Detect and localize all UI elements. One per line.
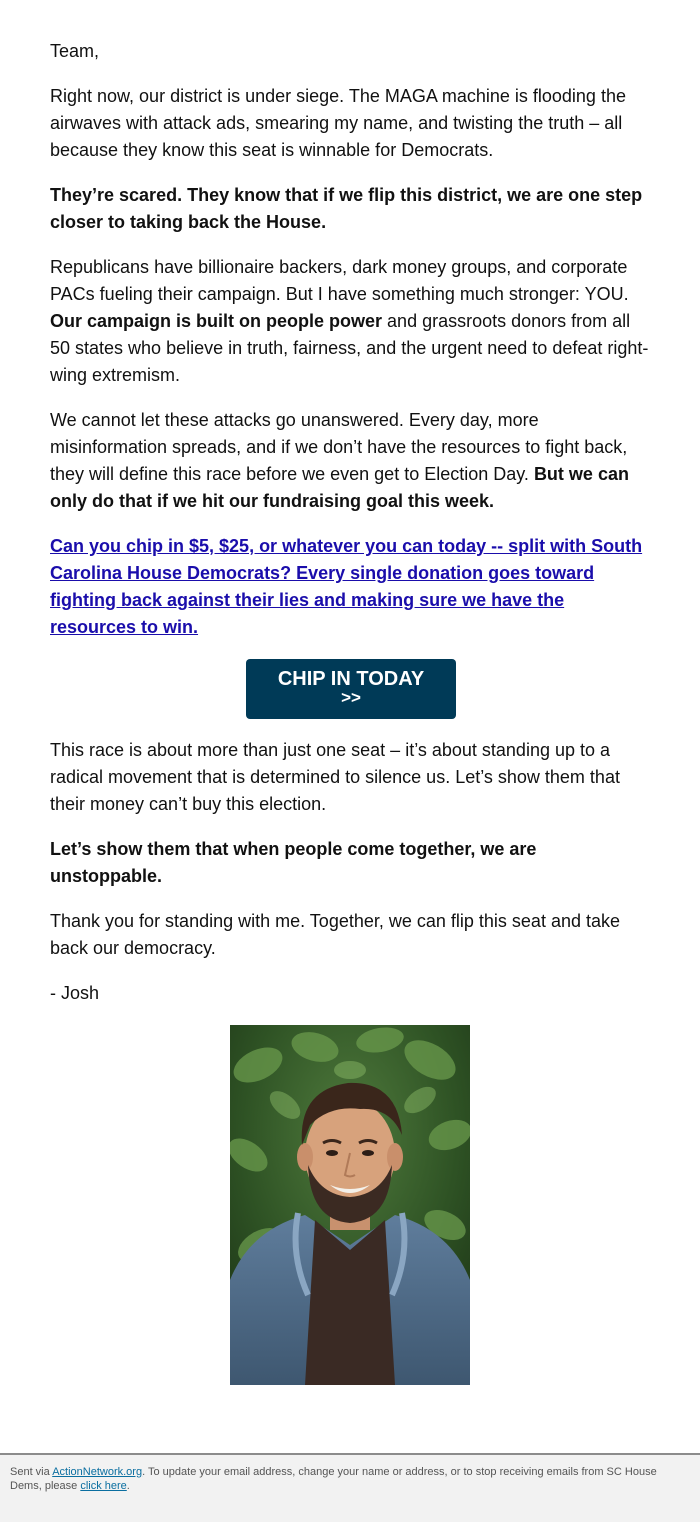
paragraph-unstoppable: Let’s show them that when people come together, we are unstoppable. bbox=[50, 839, 537, 886]
cta-label: CHIP IN TODAY bbox=[277, 668, 425, 690]
actionnetwork-link[interactable]: ActionNetwork.org bbox=[52, 1466, 143, 1478]
paragraph-race: This race is about more than just one seat – it’s about standing up to a radical movement that is determined to silence us. Let’s show them that their money can’t buy this election. bbox=[50, 740, 620, 814]
people-power-text-b: and grassroots donors from all 50 states who believe in truth, fairness, and the urgent need to defeat right-wing extremism. bbox=[50, 311, 649, 385]
paragraph-people-power bbox=[50, 254, 652, 389]
chip-in-today-button[interactable] bbox=[246, 659, 456, 719]
footer-update-text: . To update your email address, change your name or address, or to stop receiving emails from SC House Dems, please bbox=[10, 1466, 657, 1492]
attacks-bold: But we can only do that if we hit our fundraising goal this week. bbox=[50, 464, 629, 511]
candidate-photo bbox=[230, 1025, 470, 1385]
unsubscribe-click-here-link[interactable]: click here bbox=[80, 1480, 127, 1492]
greeting: Team, bbox=[50, 41, 100, 61]
footer-period: . bbox=[126, 1480, 130, 1492]
email-footer bbox=[0, 1453, 700, 1522]
paragraph-attacks bbox=[50, 407, 652, 515]
cta-container bbox=[50, 659, 652, 719]
footer-sent-via: Sent via bbox=[10, 1466, 53, 1478]
signoff: - Josh bbox=[50, 983, 100, 1003]
paragraph-ask bbox=[50, 533, 652, 641]
email-body bbox=[50, 38, 652, 1025]
people-power-bold: Our campaign is built on people power bbox=[50, 311, 383, 331]
donate-ask-link[interactable]: Can you chip in $5, $25, or whatever you can today -- split with South Carolina House Democrats? Every single donation goes toward fighting back against their lies and making sure we have the resources to win. bbox=[50, 536, 643, 637]
attacks-text: We cannot let these attacks go unanswered. Every day, more misinformation spreads, and if we don’t have the resources to fight back, they will define this race before we even get to Election Day. bbox=[50, 410, 628, 484]
paragraph-thanks: Thank you for standing with me. Together, we can flip this seat and take back our democracy. bbox=[50, 911, 620, 958]
paragraph-siege: Right now, our district is under siege. The MAGA machine is flooding the airwaves with attack ads, smearing my name, and twisting the truth – all because they know this seat is winnable for Democrats. bbox=[50, 86, 626, 160]
people-power-text-a: Republicans have billionaire backers, dark money groups, and corporate PACs fueling their campaign. But I have something much stronger: YOU. bbox=[50, 257, 629, 304]
paragraph-scared: They’re scared. They know that if we flip this district, we are one step closer to taking back the House. bbox=[50, 185, 643, 232]
cta-arrows: >> bbox=[341, 688, 361, 707]
